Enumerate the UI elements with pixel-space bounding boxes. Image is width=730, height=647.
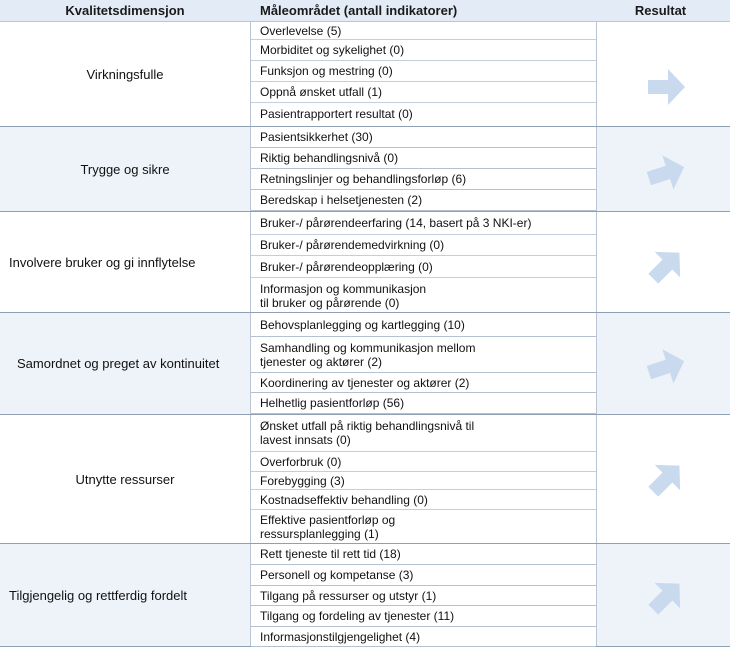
measurement-area-label: Kostnadseffektiv behandling (0) [260,492,428,507]
measurement-area-label: Riktig behandlingsnivå (0) [260,151,399,165]
measurement-area-label: Beredskap i helsetjenesten (2) [260,193,423,207]
measurement-area-label: Forebygging (3) [260,473,345,488]
arrow-up-right-icon [646,577,686,617]
dimension-label: Samordnet og preget av kontinuitet [17,356,220,371]
table-row [0,415,730,544]
measurement-area-item [251,103,596,124]
measurement-area-label: Bruker-/ pårørendeerfaring (14, basert på 3 NKI-er) [260,216,532,230]
measurement-area-label: Funksjon og mestring (0) [260,64,393,78]
header-measurement-area: Måleområdet (antall indikatorer) [250,0,597,22]
measurement-area-item [251,212,596,235]
measurement-area-label: Morbiditet og sykelighet (0) [260,43,405,57]
result-cell [597,415,730,543]
result-cell [597,212,730,312]
measurement-area-item [251,256,596,278]
measurement-area-item [251,393,596,414]
measurement-area-label: Overlevelse (5) [260,23,342,38]
measurement-area-item [251,22,596,40]
measurement-area-item [251,337,596,373]
measurement-area-item [251,544,596,565]
dimension-label: Tilgjengelig og rettferdig fordelt [9,587,188,603]
table-row [0,544,730,647]
measurement-area-label: Behovsplanlegging og kartlegging (10) [260,317,465,332]
table-row [0,313,730,415]
measurement-area-item [251,565,596,586]
dimension-label: Involvere bruker og gi innflytelse [9,254,196,270]
measurement-area-item [251,472,596,490]
measurement-area-label: Overforbruk (0) [260,454,342,469]
measurement-area-label: Pasientsikkerhet (30) [260,130,373,144]
measurement-area-item [251,190,596,211]
measurement-area-label: Helhetlig pasientforløp (56) [260,396,405,410]
measurement-area-label: Tilgang på ressurser og utstyr (1) [260,588,437,603]
measurement-area-label: Samhandling og kommunikasjon mellom tjenester og aktører (2) [260,340,476,369]
measurement-area-item [251,82,596,103]
measurement-area-label: Informasjonstilgjengelighet (4) [260,629,421,644]
measurement-area-item [251,313,596,337]
measurement-area-item [251,586,596,606]
arrow-right-icon [646,67,686,107]
arrow-up-right-slight-icon [646,153,686,193]
result-cell [597,313,730,414]
measurement-area-item [251,415,596,452]
measurement-area-label: Rett tjeneste til rett tid (18) [260,547,401,561]
dimension-label: Utnytte ressurser [75,471,175,487]
header-dimension: Kvalitetsdimensjon [0,0,250,22]
result-cell [597,127,730,211]
measurement-area-item [251,40,596,61]
measurement-area-list [250,22,597,126]
measurement-area-list [250,212,597,312]
measurement-area-list [250,313,597,414]
arrow-up-right-slight-icon [646,347,686,387]
measurement-area-item [251,606,596,627]
measurement-area-item [251,490,596,510]
measurement-area-label: Personell og kompetanse (3) [260,568,414,582]
measurement-area-item [251,510,596,544]
table-row [0,212,730,313]
measurement-area-item [251,61,596,82]
measurement-area-list [250,127,597,211]
result-cell [597,544,730,646]
table-row [0,127,730,212]
measurement-area-list [250,415,597,543]
dimension-label: Trygge og sikre [80,161,170,177]
table-row [0,22,730,127]
measurement-area-label: Bruker-/ pårørendeopplæring (0) [260,259,433,274]
measurement-area-label: Tilgang og fordeling av tjenester (11) [260,609,455,623]
measurement-area-label: Retningslinjer og behandlingsforløp (6) [260,172,467,186]
measurement-area-item [251,278,596,313]
measurement-area-item [251,373,596,393]
measurement-area-label: Effektive pasientforløp og ressursplanlegging (1) [260,513,396,541]
measurement-area-item [251,127,596,148]
measurement-area-item [251,169,596,190]
measurement-area-label: Oppnå ønsket utfall (1) [260,85,383,99]
measurement-area-label: Informasjon og kommunikasjon til bruker og pårørende (0) [260,281,427,310]
dimension-label: Virkningsfulle [86,66,164,82]
measurement-area-item [251,235,596,256]
measurement-area-label: Pasientrapportert resultat (0) [260,106,413,121]
header-result: Resultat [597,0,730,22]
measurement-area-label: Bruker-/ pårørendemedvirkning (0) [260,238,445,252]
measurement-area-item [251,452,596,472]
measurement-area-label: Ønsket utfall på riktig behandlingsnivå til lavest innsats (0) [260,419,475,447]
result-cell [597,22,730,126]
measurement-area-list [250,544,597,646]
measurement-area-item [251,148,596,169]
measurement-area-label: Koordinering av tjenester og aktører (2) [260,375,470,390]
arrow-up-right-icon [646,246,686,286]
arrow-up-right-icon [646,459,686,499]
measurement-area-item [251,627,596,647]
